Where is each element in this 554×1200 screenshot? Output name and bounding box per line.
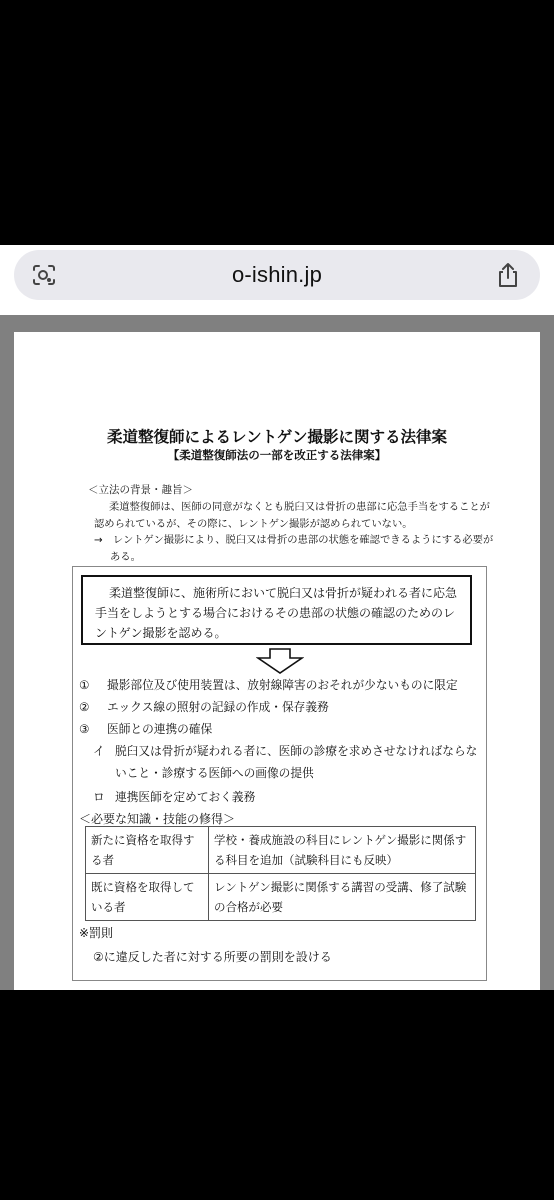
address-bar[interactable] [14,250,540,300]
list-item [79,721,212,737]
list-item [79,677,458,693]
skills-heading: ＜必要な知識・技能の修得＞ [79,812,236,826]
down-arrow-icon [256,648,304,674]
penalty-text: ②に違反した者に対する所要の罰則を設ける [93,950,332,964]
document-title: 柔道整復師によるレントゲン撮影に関する法律案 [107,428,447,446]
sub-item [93,786,478,808]
item-text: 医師との連携の確保 [107,722,213,736]
share-icon[interactable] [496,261,520,289]
summary-text: 柔道整復師に、施術所において脱臼又は骨折が疑われる者に応急手当をしようとする場合におけるその患部の状態の確認のためのレントゲン撮影を認める。 [95,586,458,640]
table-cell: 既に資格を取得している者 [86,874,209,921]
background-heading: ＜立法の背景・趣旨＞ [88,484,193,496]
document-page [14,332,540,990]
summary-box [81,575,472,645]
item-text: エックス線の照射の記録の作成・保存義務 [107,700,329,714]
sub-item-mark: イ [93,744,105,758]
table-cell: レントゲン撮影に関係する講習の受講、修了試験の合格が必要 [209,874,476,921]
table-cell: 新たに資格を取得する者 [86,827,209,874]
browser-toolbar [0,245,554,315]
summary-frame [72,566,487,981]
item-text: 撮影部位及び使用装置は、放射線障害のおそれが少ないものに限定 [107,678,458,692]
table-row [86,874,476,921]
item-number: ③ [79,722,90,736]
penalty-heading: ※罰則 [79,926,114,940]
url-text[interactable]: o-ishin.jp [231,262,323,287]
table-row [86,827,476,874]
background-arrow-paragraph: → レントゲン撮影により、脱臼又は骨折の患部の状態を確認できるようにする必要がある。 [94,534,494,563]
sub-item-mark: ロ [93,790,105,804]
list-item [79,699,329,715]
background-paragraph: 柔道整復師は、医師の同意がなくとも脱臼又は骨折の患部に応急手当をすることが認められているが、その際に、レントゲン撮影が認められていない。 [94,501,490,530]
table-cell: 学校・養成施設の科目にレントゲン撮影に関係する科目を追加（試験科目にも反映） [209,827,476,874]
page-viewport[interactable] [0,315,554,990]
sub-item-text: 連携医師を定めておく義務 [115,790,256,804]
background-body [94,499,494,565]
sub-item-text: 脱臼又は骨折が疑われる者に、医師の診療を求めさせなければならないこと・診療する医師への画像の提供 [115,744,478,780]
item-number: ① [79,678,90,692]
skills-table [85,826,476,921]
item-number: ② [79,700,90,714]
document-subtitle: 【柔道整復師法の一部を改正する法律案】 [167,448,387,462]
sub-item [93,740,478,784]
